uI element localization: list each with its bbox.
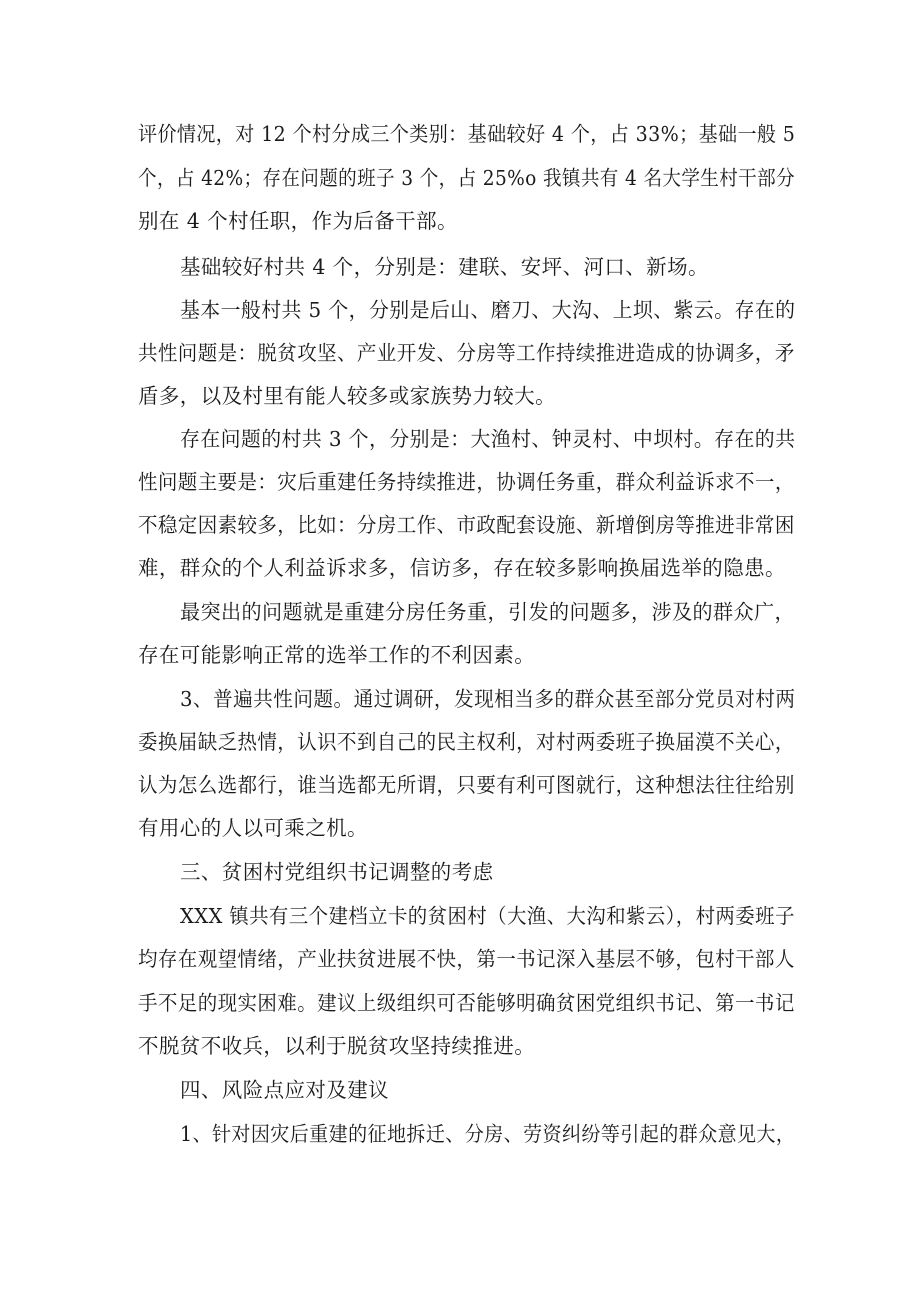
text-line: 共性问题是：脱贫攻坚、产业开发、分房等工作持续推进造成的协调多，矛 xyxy=(138,341,795,365)
text-line: 个，占 42%；存在问题的班子 3 个，占 25%o 我镇共有 4 名大学生村干部分 xyxy=(138,166,795,190)
text-line: 委换届缺乏热情，认识不到自己的民主权利，对村两委班子换届漠不关心， xyxy=(138,730,795,754)
text-line: XXX 镇共有三个建档立卡的贫困村（大渔、大沟和紫云），村两委班子 xyxy=(180,904,795,928)
text-line: 1、针对因灾后重建的征地拆迁、分房、劳资纠纷等引起的群众意见大， xyxy=(180,1122,796,1146)
text-line: 难，群众的个人利益诉求多，信访多，存在较多影响换届选举的隐患。 xyxy=(138,556,786,580)
text-line: 基本一般村共 5 个，分别是后山、磨刀、大沟、上坝、紫云。存在的 xyxy=(180,298,796,322)
text-line: 性问题主要是：灾后重建任务持续推进，协调任务重，群众利益诉求不一， xyxy=(138,470,795,494)
text-line: 评价情况，对 12 个村分成三个类别：基础较好 4 个，占 33%；基础一般 5 xyxy=(138,122,796,146)
text-line: 别在 4 个村任职，作为后备干部。 xyxy=(138,209,458,233)
text-line: 盾多，以及村里有能人较多或家族势力较大。 xyxy=(138,384,556,408)
text-line: 最突出的问题就是重建分房任务重，引发的问题多，涉及的群众广， xyxy=(180,600,796,624)
text-line: 手不足的现实困难。建议上级组织可否能够明确贫困党组织书记、第一书记 xyxy=(138,991,795,1015)
text-line: 3、普遍共性问题。通过调研，发现相当多的群众甚至部分党员对村两 xyxy=(180,687,796,711)
section-heading: 四、风险点应对及建议 xyxy=(180,1078,389,1102)
text-line: 不脱贫不收兵，以利于脱贫攻坚持续推进。 xyxy=(138,1034,536,1058)
section-heading: 三、贫困村党组织书记调整的考虑 xyxy=(180,860,494,884)
text-line: 有用心的人以可乘之机。 xyxy=(138,816,368,840)
text-line: 均存在观望情绪，产业扶贫进展不快，第一书记深入基层不够，包村干部人 xyxy=(138,947,795,971)
text-line: 存在问题的村共 3 个，分别是：大渔村、钟灵村、中坝村。存在的共 xyxy=(180,427,796,451)
text-line: 基础较好村共 4 个，分别是：建联、安坪、河口、新场。 xyxy=(180,255,709,279)
text-line: 认为怎么选都行，谁当选都无所谓，只要有利可图就行，这种想法往往给别 xyxy=(138,773,795,797)
text-line: 不稳定因素较多，比如：分房工作、市政配套设施、新增倒房等推进非常困 xyxy=(138,513,795,537)
text-line: 存在可能影响正常的选举工作的不利因素。 xyxy=(138,643,536,667)
